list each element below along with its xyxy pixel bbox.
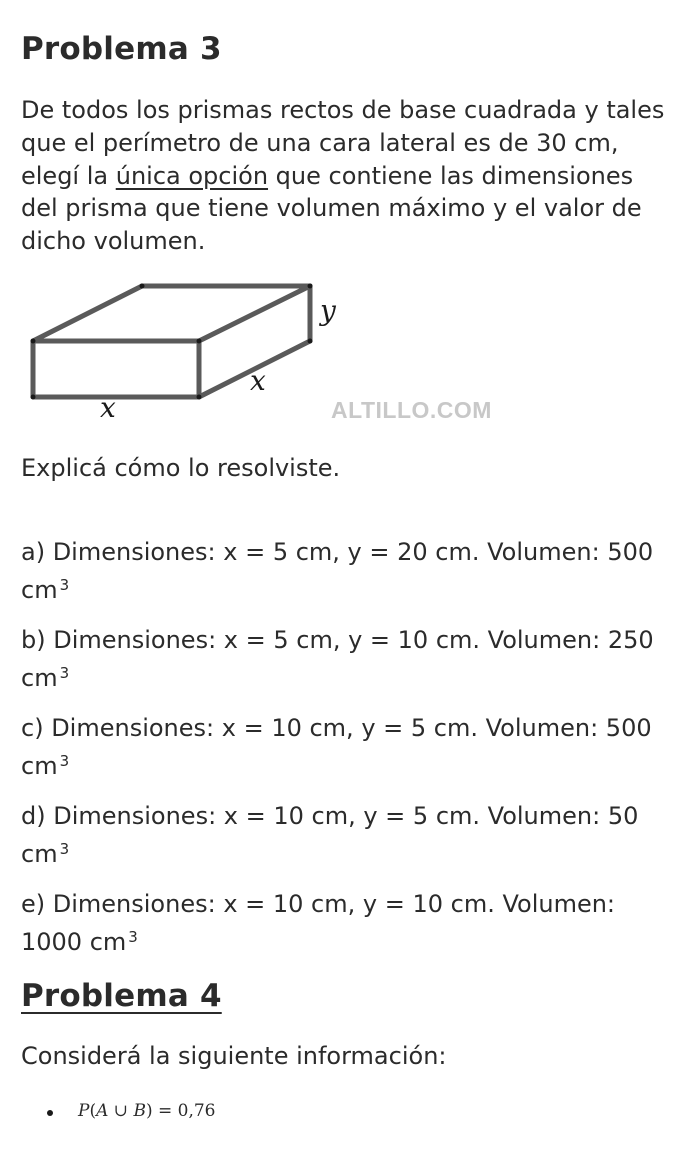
option-c-exponent: 3 — [59, 752, 70, 770]
problem-4-title: Problema 4 — [21, 978, 222, 1014]
option-c-line-2 — [21, 745, 652, 783]
problem-4-intro: Considerá la siguiente información: — [21, 1042, 447, 1070]
option-e — [21, 888, 615, 959]
underlined-emphasis: única opción — [115, 161, 269, 190]
top-right-edge — [199, 286, 310, 341]
statement-line-3-start: elegí la — [21, 161, 116, 190]
option-a — [21, 536, 653, 607]
front-face-edge — [33, 341, 199, 397]
option-a-unit: cm — [21, 576, 58, 604]
option-a-line-2 — [21, 569, 653, 607]
option-d-unit: cm — [21, 840, 58, 868]
vertex-dot — [308, 339, 313, 344]
option-a-line-1: a) Dimensiones: x = 5 cm, y = 20 cm. Volumen: 500 — [21, 538, 654, 566]
formula-close-paren: ) — [145, 1101, 153, 1121]
formula-a: A — [96, 1101, 109, 1121]
bullet-point — [47, 1110, 53, 1116]
formula-value: 0,76 — [177, 1101, 216, 1121]
formula-p: P — [78, 1101, 90, 1121]
option-a-exponent: 3 — [59, 576, 70, 594]
label-y: y — [320, 294, 336, 327]
option-d — [21, 800, 638, 871]
formula-open-paren: ( — [89, 1101, 97, 1121]
formula-equals: = — [152, 1101, 178, 1121]
option-c-line-1: c) Dimensiones: x = 10 cm, y = 5 cm. Volumen: 500 — [21, 714, 652, 742]
statement-line-3 — [21, 160, 700, 193]
option-d-exponent: 3 — [59, 840, 70, 858]
vertex-dot — [31, 395, 36, 400]
probability-formula — [78, 1101, 216, 1121]
formula-union: ∪ — [108, 1101, 134, 1121]
statement-line-4: del prisma que tiene volumen máximo y el valor de — [21, 194, 642, 223]
option-e-unit: 1000 cm — [21, 928, 127, 956]
instruction-text: Explicá cómo lo resolviste. — [21, 454, 341, 482]
option-d-line-1: d) Dimensiones: x = 10 cm, y = 5 cm. Volumen: 50 — [21, 802, 639, 830]
option-d-line-2 — [21, 833, 638, 871]
option-c-unit: cm — [21, 752, 58, 780]
option-b — [21, 624, 654, 695]
option-b-line-1: b) Dimensiones: x = 5 cm, y = 10 cm. Volumen: 250 — [21, 626, 654, 654]
option-b-line-2 — [21, 657, 654, 695]
statement-line-3-end: que contiene las dimensiones — [268, 161, 634, 190]
vertex-dot — [308, 284, 313, 289]
statement-line-1: De todos los prismas rectos de base cuadrada y tales — [21, 96, 665, 124]
top-left-edge — [33, 286, 142, 341]
vertex-dot — [140, 284, 145, 289]
option-c — [21, 712, 652, 783]
formula-b: B — [133, 1101, 146, 1121]
problem-3-title: Problema 3 — [21, 31, 222, 67]
option-b-exponent: 3 — [59, 664, 70, 682]
option-b-unit: cm — [21, 664, 58, 692]
option-e-line-2 — [21, 921, 615, 959]
vertex-dot — [197, 395, 202, 400]
prism-figure — [21, 278, 361, 428]
statement-line-2: que el perímetro de una cara lateral es de 30 cm, — [21, 128, 619, 157]
vertex-dot — [197, 339, 202, 344]
watermark-logo: ALTILLO.COM — [331, 397, 492, 423]
statement-line-5: dicho volumen. — [21, 227, 206, 256]
vertex-dot — [31, 339, 36, 344]
label-x-side: x — [250, 364, 266, 397]
option-e-line-1: e) Dimensiones: x = 10 cm, y = 10 cm. Volumen: — [21, 890, 616, 918]
problem-3-statement — [21, 94, 700, 258]
label-x-bottom: x — [100, 391, 116, 424]
option-e-exponent: 3 — [128, 928, 138, 946]
